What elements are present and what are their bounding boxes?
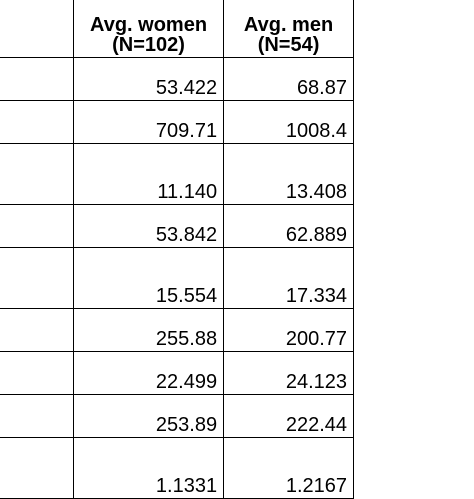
- row-label: [0, 144, 73, 205]
- table-row: [0, 144, 354, 205]
- row-label: [0, 352, 73, 395]
- row-label: [0, 309, 73, 352]
- row-label: [0, 395, 73, 438]
- header-avg-men-line2: (N=54): [257, 34, 320, 56]
- value-men: 24.123: [224, 352, 354, 395]
- table-row: [0, 395, 354, 438]
- value-women: 53.842: [73, 205, 223, 248]
- header-avg-women-line1: Avg. women: [90, 14, 208, 36]
- table-header-row: [0, 0, 354, 58]
- table-row: [0, 309, 354, 352]
- row-label: [0, 438, 73, 499]
- table-row: [0, 248, 354, 309]
- value-men: 62.889: [224, 205, 354, 248]
- header-avg-women-line2: (N=102): [112, 34, 185, 56]
- value-men: 222.44: [224, 395, 354, 438]
- row-label: [0, 205, 73, 248]
- row-label: [0, 101, 73, 144]
- table-row: [0, 352, 354, 395]
- value-women: 255.88: [73, 309, 223, 352]
- row-label: [0, 248, 73, 309]
- header-avg-men-line1: Avg. men: [243, 14, 334, 36]
- table-row: [0, 101, 354, 144]
- value-women: 22.499: [73, 352, 223, 395]
- value-men: 68.87: [224, 58, 354, 101]
- table-row: [0, 58, 354, 101]
- value-women: 253.89: [73, 395, 223, 438]
- value-women: 15.554: [73, 248, 223, 309]
- value-men: 13.408: [224, 144, 354, 205]
- header-avg-men: [224, 0, 354, 58]
- value-men: 1.2167: [224, 438, 354, 499]
- row-label: [0, 58, 73, 101]
- value-men: 17.334: [224, 248, 354, 309]
- value-women: 1.1331: [73, 438, 223, 499]
- header-data: [0, 0, 73, 58]
- table-row: [0, 205, 354, 248]
- header-avg-women: [73, 0, 223, 58]
- value-men: 200.77: [224, 309, 354, 352]
- value-men: 1008.4: [224, 101, 354, 144]
- value-women: 709.71: [73, 101, 223, 144]
- value-women: 53.422: [73, 58, 223, 101]
- value-women: 11.140: [73, 144, 223, 205]
- table-row: [0, 438, 354, 499]
